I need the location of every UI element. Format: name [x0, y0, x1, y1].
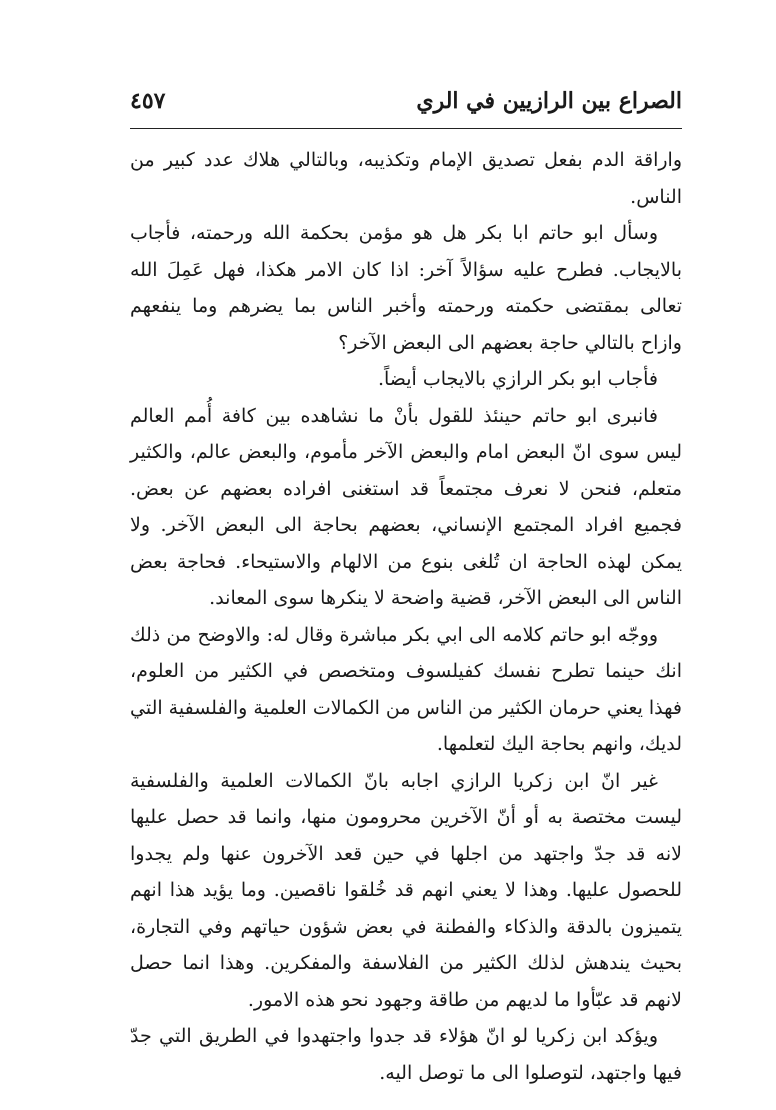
paragraph: غير انّ ابن زكريا الرازي اجابه بانّ الكمالات العلمية والفلسفية ليست مختصة به أو أنّ الآخرين محرومون منها، وانما قد حصل عليها لانه قد جدّ واجتهد من اجلها في حين قعد الآخرون عنها ولم يجدوا للحصول عليها. وهذا لا يعني انهم قد خُلقوا ناقصين. وما يؤيد هذا انهم يتميزون بالدقة والذكاء والفطنة في بعض شؤون حياتهم وفي التجارة، بحيث يندهش لذلك الكثير من الفلاسفة والمفكرين. وهذا انما حصل لانهم قد عبّأوا ما لديهم من طاقة وجهود نحو هذه الامور.: [130, 769, 682, 1011]
paragraph: ويؤكد ابن زكريا لو انّ هؤلاء قد جدوا واجتهدوا في الطريق التي جدّ فيها واجتهد، لتوصلوا الى ما توصل اليه.: [130, 1025, 682, 1084]
paragraph: ووجّه ابو حاتم كلامه الى ابي بكر مباشرة وقال له: والاوضح من ذلك انك حينما تطرح نفسك كفيلسوف ومتخصص في الكثير من العلوم، فهذا يعني حرمان الكثير من الناس من الكمالات العلمية والفلسفية التي لديك، وانهم بحاجة اليك لتعلمها.: [130, 623, 682, 755]
running-header: [130, 88, 682, 126]
page-number: ٤٥٧: [130, 88, 166, 114]
paragraph: وسأل ابو حاتم ابا بكر هل هو مؤمن بحكمة الله ورحمته، فأجاب بالايجاب. فطرح عليه سؤالاً آخر: اذا كان الامر هكذا، فهل عَمِلَ الله تعالى بمقتضى حكمته ورحمته وأخبر الناس بما يضرهم وما ينفعهم وازاح بالتالي حاجة بعضهم الى البعض الآخر؟: [130, 222, 682, 354]
header-title: الصراع بين الرازيين في الري: [416, 88, 682, 114]
body-text: [130, 142, 682, 1084]
paragraph: واراقة الدم بفعل تصديق الإمام وتكذيبه، وبالتالي هلاك عدد كبير من الناس.: [130, 149, 682, 208]
header-divider: [130, 128, 682, 129]
paragraph: فانبرى ابو حاتم حينئذ للقول بأنْ ما نشاهده بين كافة أُمم العالم ليس سوى انّ البعض امام والبعض الآخر مأموم، والبعض عالم، والكثير متعلم، فنحن لا نعرف مجتمعاً قد استغنى افراده بعضهم عن بعض. فجميع افراد المجتمع الإنساني، بعضهم بحاجة الى البعض الآخر. ولا يمكن لهذه الحاجة ان تُلغى بنوع من الالهام والاستيحاء. فحاجة بعض الناس الى البعض الآخر، قضية واضحة لا ينكرها سوى المعاند.: [130, 404, 682, 609]
paragraph: فأجاب ابو بكر الرازي بالايجاب أيضاً.: [377, 368, 658, 390]
